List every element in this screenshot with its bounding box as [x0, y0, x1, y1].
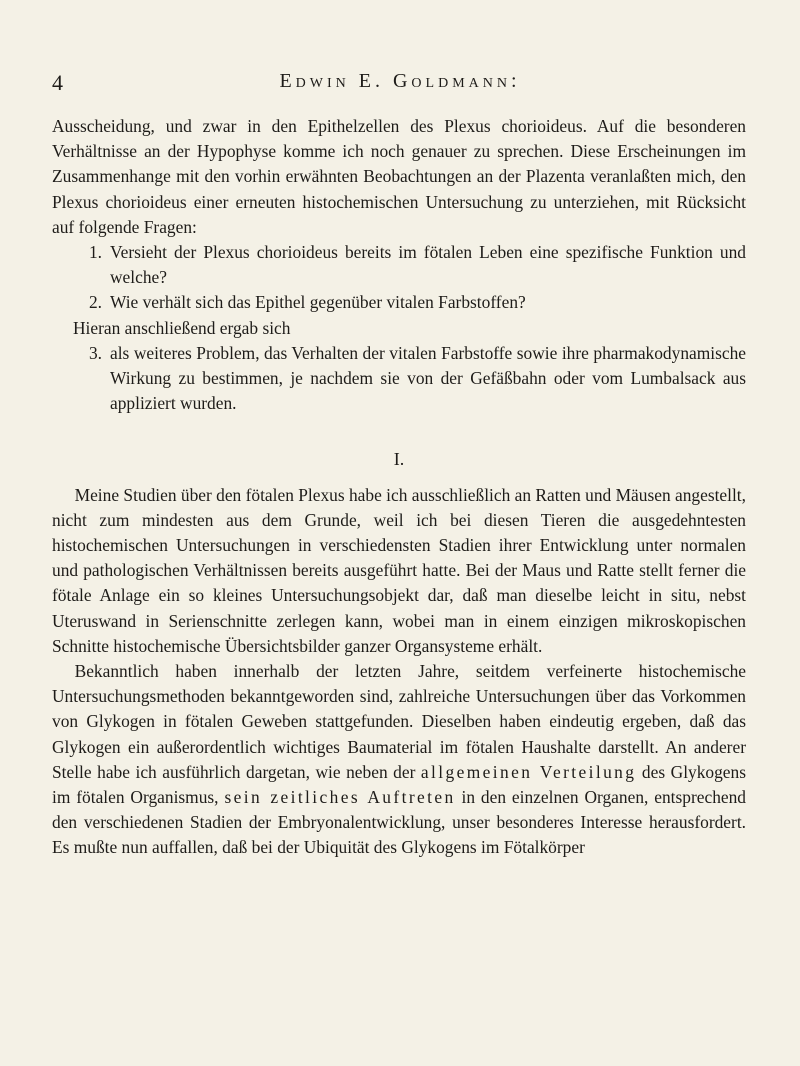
- question-number: 1.: [88, 242, 102, 263]
- running-head: Edwin E. Goldmann:: [279, 70, 521, 92]
- question-item: [52, 240, 746, 290]
- question-text: Wie verhält sich das Epithel gegenüber vitalen Farbstoffen?: [110, 292, 526, 313]
- emphasized-text: sein zeitliches Auftreten: [224, 787, 456, 808]
- emphasized-text: allgemeinen Verteilung: [420, 761, 637, 782]
- question-item: [52, 290, 746, 315]
- transition-line: Hieran anschließend ergab sich: [73, 317, 291, 338]
- question-text: Versieht der Plexus chorioideus bereits im fötalen Leben eine spezifische Funktion und welche?: [110, 242, 746, 288]
- question-text: als weiteres Problem, das Verhalten der vitalen Farbstoffe sowie ihre pharmakodynamische Wirkung zu bestimmen, je nachdem sie von der Gefäßbahn oder vom Lumbalsack aus appliziert wurden.: [110, 342, 746, 414]
- paragraph-studies: Meine Studien über den fötalen Plexus habe ich ausschließlich an Ratten und Mäusen angestellt, nicht zum mindesten aus dem Grunde, weil ich bei diesen Tieren die ausgedehntesten histochemischen Untersuchungen in verschiedensten Stadien ihrer Entwicklung unter normalen und pathologischen Verhältnissen bereits ausgeführt hatte. Bei der Maus und Ratte stellt ferner die fötale Anlage ein so kleines Untersuchungsobjekt dar, daß man dieselbe leicht in situ, nebst Uteruswand in Serienschnitte zerlegen kann, wobei man in einem einzigen mikroskopischen Schnitte histochemische Übersichtsbilder ganzer Organsysteme erhält.: [52, 484, 746, 656]
- paragraph-text: Bekanntlich haben innerhalb der letzten Jahre, seitdem verfeinerte histochemische Untersuchungsmethoden bekanntgeworden sind, zahlreiche Untersuchungen über das Vorkommen von Glykogen in fötalen Geweben stattgefunden. Dieselben haben eindeutig ergeben, daß das Glykogen ein außerordentlich wichtiges Baumaterial im fötalen Haushalte darstellt. An anderer Stelle habe ich ausführlich dargetan, wie neben der: [52, 661, 746, 782]
- paragraph-text: des Glykogens im fötalen Organismus,: [52, 761, 746, 808]
- paragraph-glycogen: [52, 659, 746, 861]
- body-text: [52, 114, 746, 861]
- question-number: 2.: [88, 292, 102, 313]
- section-heading: I.: [393, 449, 405, 470]
- question-item: [52, 341, 746, 417]
- intro-paragraph: Ausscheidung, und zwar in den Epithelzellen des Plexus chorioideus. Auf die besonderen Verhältnisse an der Hypophyse komme ich noch genauer zu sprechen. Diese Erscheinungen im Zusammenhange mit den vorhin erwähnten Beobachtungen an der Plazenta veranlaßten mich, den Plexus chorioideus einer erneuten histochemischen Untersuchung zu unterziehen, mit Rücksicht auf folgende Fragen:: [52, 116, 746, 237]
- paragraph-text: in den einzelnen Organen, entsprechend den verschiedenen Stadien der Embryonalentwicklung, unser besonderes Interesse herausfordert. Es mußte nun auffallen, daß bei der Ubiquität des Glykogens im Fötalkörper: [52, 787, 747, 858]
- page-number: 4: [52, 70, 63, 95]
- question-number: 3.: [88, 342, 102, 363]
- page-header: [0, 70, 800, 100]
